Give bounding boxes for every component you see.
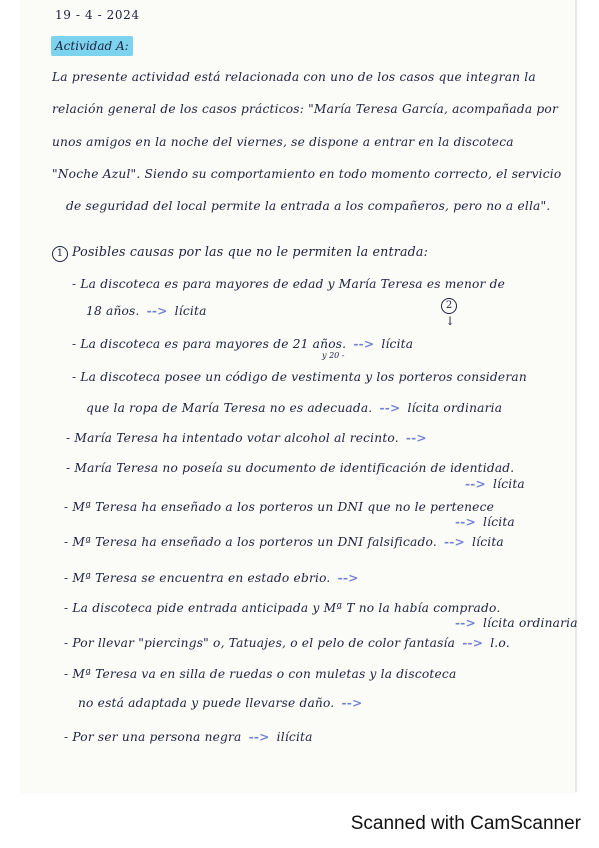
arrow-icon: --> — [248, 730, 270, 744]
list-item-text: - Por ser una persona negra — [64, 730, 242, 744]
list-item — [72, 337, 413, 351]
legality-note: lícita — [381, 337, 414, 351]
legality-note: ilícita — [276, 730, 313, 744]
list-item-text: - La discoteca es para mayores de 21 años. — [72, 337, 347, 351]
arrow-icon: --> — [455, 616, 476, 630]
list-item: - La discoteca posee un código de vestimenta y los porteros consideran — [72, 370, 527, 384]
arrow-icon: --> — [443, 535, 465, 549]
list-item-text: que la ropa de María Teresa no es adecuada. — [86, 401, 373, 415]
list-item-continuation — [86, 401, 502, 415]
legality-note: l.o. — [490, 636, 510, 650]
list-item-continuation — [78, 696, 365, 710]
list-item-text: - Mª Teresa se encuentra en estado ebrio. — [64, 571, 331, 585]
section-heading: Posibles causas por las que no le permiten la entrada: — [72, 244, 429, 259]
list-item — [66, 431, 430, 445]
intro-line: "Noche Azul". Siendo su comportamiento en todo momento correcto, el servicio — [52, 167, 562, 181]
scanner-watermark: Scanned with CamScanner — [350, 813, 581, 834]
list-item-text: no está adaptada y puede llevarse daño. — [78, 696, 335, 710]
list-item: - La discoteca es para mayores de edad y María Teresa es menor de — [72, 277, 506, 291]
legality-note: lícita ordinaria — [407, 401, 503, 415]
legality-note: lícita — [483, 515, 515, 529]
list-item-annotation — [452, 616, 578, 630]
list-item-text: - Por llevar "piercings" o, Tatuajes, o el pelo de color fantasía — [64, 636, 456, 650]
arrow-icon: --> — [405, 431, 427, 445]
list-item — [64, 571, 362, 585]
legality-note: lícita — [472, 535, 504, 549]
list-item-continuation — [86, 304, 207, 318]
list-item-text: - Mª Teresa ha enseñado a los porteros un DNI falsificado. — [64, 535, 437, 549]
date: 19 - 4 - 2024 — [55, 8, 140, 22]
arrow-icon: --> — [341, 696, 363, 710]
legality-note: lícita — [174, 304, 207, 318]
activity-title: Actividad A: — [55, 39, 129, 53]
list-item: - Mª Teresa va en silla de ruedas o con muletas y la discoteca — [64, 667, 457, 681]
list-item: - La discoteca pide entrada anticipada y Mª T no la había comprado. — [64, 601, 501, 615]
arrow-icon: --> — [353, 337, 375, 351]
intro-line: relación general de los casos prácticos: "María Teresa García, acompañada por — [52, 102, 558, 116]
list-item: - María Teresa no poseía su documento de identificación de identidad. — [66, 461, 515, 475]
arrow-icon: --> — [337, 571, 359, 585]
intro-line: de seguridad del local permite la entrada a los compañeros, pero no a ella". — [66, 199, 551, 213]
list-item — [64, 730, 313, 744]
list-item — [64, 636, 510, 650]
annotation-number: 2 — [441, 298, 457, 314]
section-heading-row — [52, 244, 428, 262]
list-item-annotation — [452, 515, 515, 529]
list-item — [64, 535, 504, 549]
arrow-icon: --> — [146, 304, 168, 318]
arrow-icon: --> — [379, 401, 401, 415]
intro-line: unos amigos en la noche del viernes, se dispone a entrar en la discoteca — [52, 135, 514, 149]
section-number: 1 — [52, 246, 68, 262]
down-arrow-icon: ↓ — [445, 314, 456, 328]
activity-title-highlight — [51, 36, 133, 56]
list-item: - Mª Teresa ha enseñado a los porteros un DNI que no le pertenece — [64, 500, 495, 514]
arrow-icon: --> — [465, 477, 486, 491]
legality-note: lícita ordinaria — [483, 616, 578, 630]
list-item-text: 18 años. — [86, 304, 140, 318]
list-item-annotation — [462, 477, 525, 491]
arrow-icon: --> — [455, 515, 476, 529]
arrow-icon: --> — [462, 636, 484, 650]
legality-note: lícita — [493, 477, 525, 491]
list-item-text: - María Teresa ha intentado votar alcohol al recinto. — [66, 431, 399, 445]
age-subnote: y 20 - — [322, 351, 345, 360]
intro-line: La presente actividad está relacionada con uno de los casos que integran la — [52, 70, 536, 84]
